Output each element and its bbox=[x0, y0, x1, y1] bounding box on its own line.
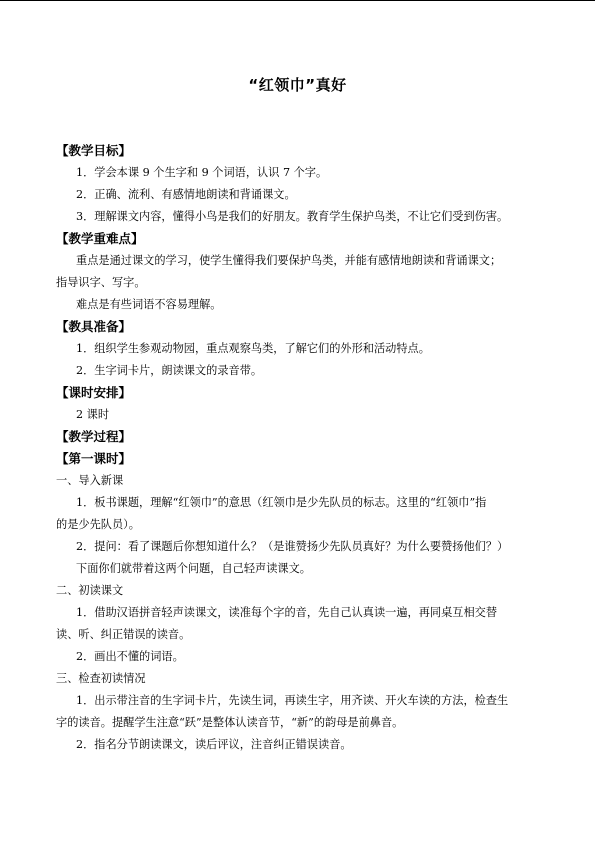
body-line: 2．画出不懂的词语。 bbox=[76, 650, 184, 663]
body-line: 指导识字、写字。 bbox=[56, 276, 146, 289]
body-line: 2．生字词卡片，朗读课文的录音带。 bbox=[76, 364, 263, 377]
section-heading: 【第一课时】 bbox=[56, 451, 132, 466]
body-line: 1．组织学生参观动物园，重点观察鸟类，了解它们的外形和活动特点。 bbox=[76, 342, 430, 355]
section-heading: 【教学重难点】 bbox=[56, 231, 144, 246]
section-heading: 【课时安排】 bbox=[56, 385, 132, 400]
section-heading: 【教具准备】 bbox=[56, 319, 132, 334]
body-line: 三、检查初读情况 bbox=[56, 672, 146, 685]
body-line: 1．板书课题，理解“红领巾”的意思（红领巾是少先队员的标志。这里的“红领巾”指 bbox=[76, 496, 487, 509]
body-line: 重点是通过课文的学习，使学生懂得我们要保护鸟类，并能有感情地朗读和背诵课文； bbox=[76, 254, 502, 267]
body-line: 1．出示带注音的生字词卡片，先读生词，再读生字，用齐读、开火车读的方法，检查生 bbox=[76, 694, 509, 707]
body-line: 下面你们就带着这两个问题，自己轻声读课文。 bbox=[76, 562, 311, 575]
body-line: 1．学会本课 9 个生字和 9 个词语，认识 7 个字。 bbox=[76, 166, 328, 179]
body-line: 2．提问：看了课题后你想知道什么？（是谁赞扬少先队员真好？为什么要赞扬他们？） bbox=[76, 540, 509, 553]
body-line: 1．借助汉语拼音轻声读课文，读准每个字的音，先自己认真读一遍，再同桌互相交替 bbox=[76, 606, 498, 619]
body-line: 2．指名分节朗读课文，读后评议，注音纠正错误读音。 bbox=[76, 738, 352, 751]
body-line: 二、初读课文 bbox=[56, 584, 124, 597]
body-line: 一、导入新课 bbox=[56, 474, 124, 487]
document-title: “红领巾”真好 bbox=[248, 76, 347, 94]
body-line: 2 课时 bbox=[76, 408, 110, 421]
body-line: 读、听、纠正错误的读音。 bbox=[56, 628, 191, 641]
body-line: 的是少先队员）。 bbox=[56, 518, 140, 531]
body-line: 2．正确、流利、有感情地朗读和背诵课文。 bbox=[76, 188, 296, 201]
body-line: 字的读音。提醒学生注意“跃”是整体认读音节，“新”的韵母是前鼻音。 bbox=[56, 716, 404, 729]
body-line: 难点是有些词语不容易理解。 bbox=[76, 298, 222, 311]
body-line: 3．理解课文内容，懂得小鸟是我们的好朋友。教育学生保护鸟类，不让它们受到伤害。 bbox=[76, 210, 509, 223]
section-heading: 【教学过程】 bbox=[56, 429, 132, 444]
section-heading: 【教学目标】 bbox=[56, 143, 132, 158]
